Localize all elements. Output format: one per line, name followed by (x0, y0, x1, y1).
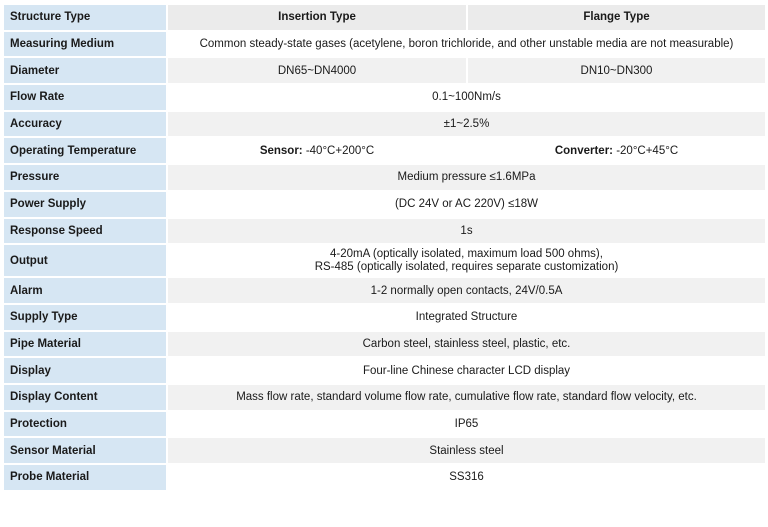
converter-temperature-value: -20°C+45°C (613, 144, 679, 157)
row-operating-temperature (4, 138, 765, 163)
row-supply-type (4, 305, 765, 330)
row-output (4, 245, 765, 276)
sensor-temperature-label: Sensor: (259, 144, 303, 157)
diameter-flange-value: DN10~DN300 (468, 58, 765, 83)
row-value: 0.1~100Nm/s (168, 85, 765, 110)
row-response-speed (4, 219, 765, 244)
header-structure-type: Structure Type (4, 5, 166, 30)
row-protection (4, 412, 765, 437)
header-flange-type: Flange Type (468, 5, 765, 30)
row-diameter (4, 58, 765, 83)
row-pipe-material (4, 332, 765, 357)
sensor-temperature-value: -40°C+200°C (302, 144, 375, 157)
row-value: 1-2 normally open contacts, 24V/0.5A (168, 278, 765, 303)
row-display (4, 358, 765, 383)
row-label: Alarm (4, 278, 166, 303)
row-flow-rate (4, 85, 765, 110)
row-value: Mass flow rate, standard volume flow rate, cumulative flow rate, standard flow velocity, etc. (168, 385, 765, 410)
row-probe-material (4, 465, 765, 490)
row-sensor-material (4, 438, 765, 463)
row-label: Display Content (4, 385, 166, 410)
row-value: Stainless steel (168, 438, 765, 463)
output-line-1: 4-20mA (optically isolated, maximum load 500 ohms), (330, 247, 603, 260)
output-value (168, 245, 765, 276)
row-value: Common steady-state gases (acetylene, boron trichloride, and other unstable media are not measurable) (168, 32, 765, 57)
sensor-temperature-cell (168, 138, 466, 163)
table-header-row (4, 5, 765, 30)
row-label: Display (4, 358, 166, 383)
row-value: SS316 (168, 465, 765, 490)
row-label: Accuracy (4, 112, 166, 137)
row-value: Carbon steel, stainless steel, plastic, etc. (168, 332, 765, 357)
row-label: Diameter (4, 58, 166, 83)
row-label: Pipe Material (4, 332, 166, 357)
row-value: Integrated Structure (168, 305, 765, 330)
row-value: ±1~2.5% (168, 112, 765, 137)
row-label: Flow Rate (4, 85, 166, 110)
spec-table (2, 3, 767, 492)
row-pressure (4, 165, 765, 190)
row-label: Pressure (4, 165, 166, 190)
row-power-supply (4, 192, 765, 217)
row-label: Measuring Medium (4, 32, 166, 57)
row-label: Supply Type (4, 305, 166, 330)
row-value: 1s (168, 219, 765, 244)
row-value: (DC 24V or AC 220V) ≤18W (168, 192, 765, 217)
row-value: Medium pressure ≤1.6MPa (168, 165, 765, 190)
row-label: Probe Material (4, 465, 166, 490)
output-line-2: RS-485 (optically isolated, requires separate customization) (314, 260, 619, 273)
row-value: IP65 (168, 412, 765, 437)
diameter-insertion-value: DN65~DN4000 (168, 58, 466, 83)
converter-temperature-label: Converter: (554, 144, 613, 157)
row-label: Response Speed (4, 219, 166, 244)
row-label: Sensor Material (4, 438, 166, 463)
row-accuracy (4, 112, 765, 137)
row-value: Four-line Chinese character LCD display (168, 358, 765, 383)
row-display-content (4, 385, 765, 410)
row-measuring-medium (4, 32, 765, 57)
header-insertion-type: Insertion Type (168, 5, 466, 30)
row-alarm (4, 278, 765, 303)
row-label: Operating Temperature (4, 138, 166, 163)
converter-temperature-cell (468, 138, 765, 163)
row-label: Protection (4, 412, 166, 437)
row-label: Power Supply (4, 192, 166, 217)
row-label: Output (4, 245, 166, 276)
